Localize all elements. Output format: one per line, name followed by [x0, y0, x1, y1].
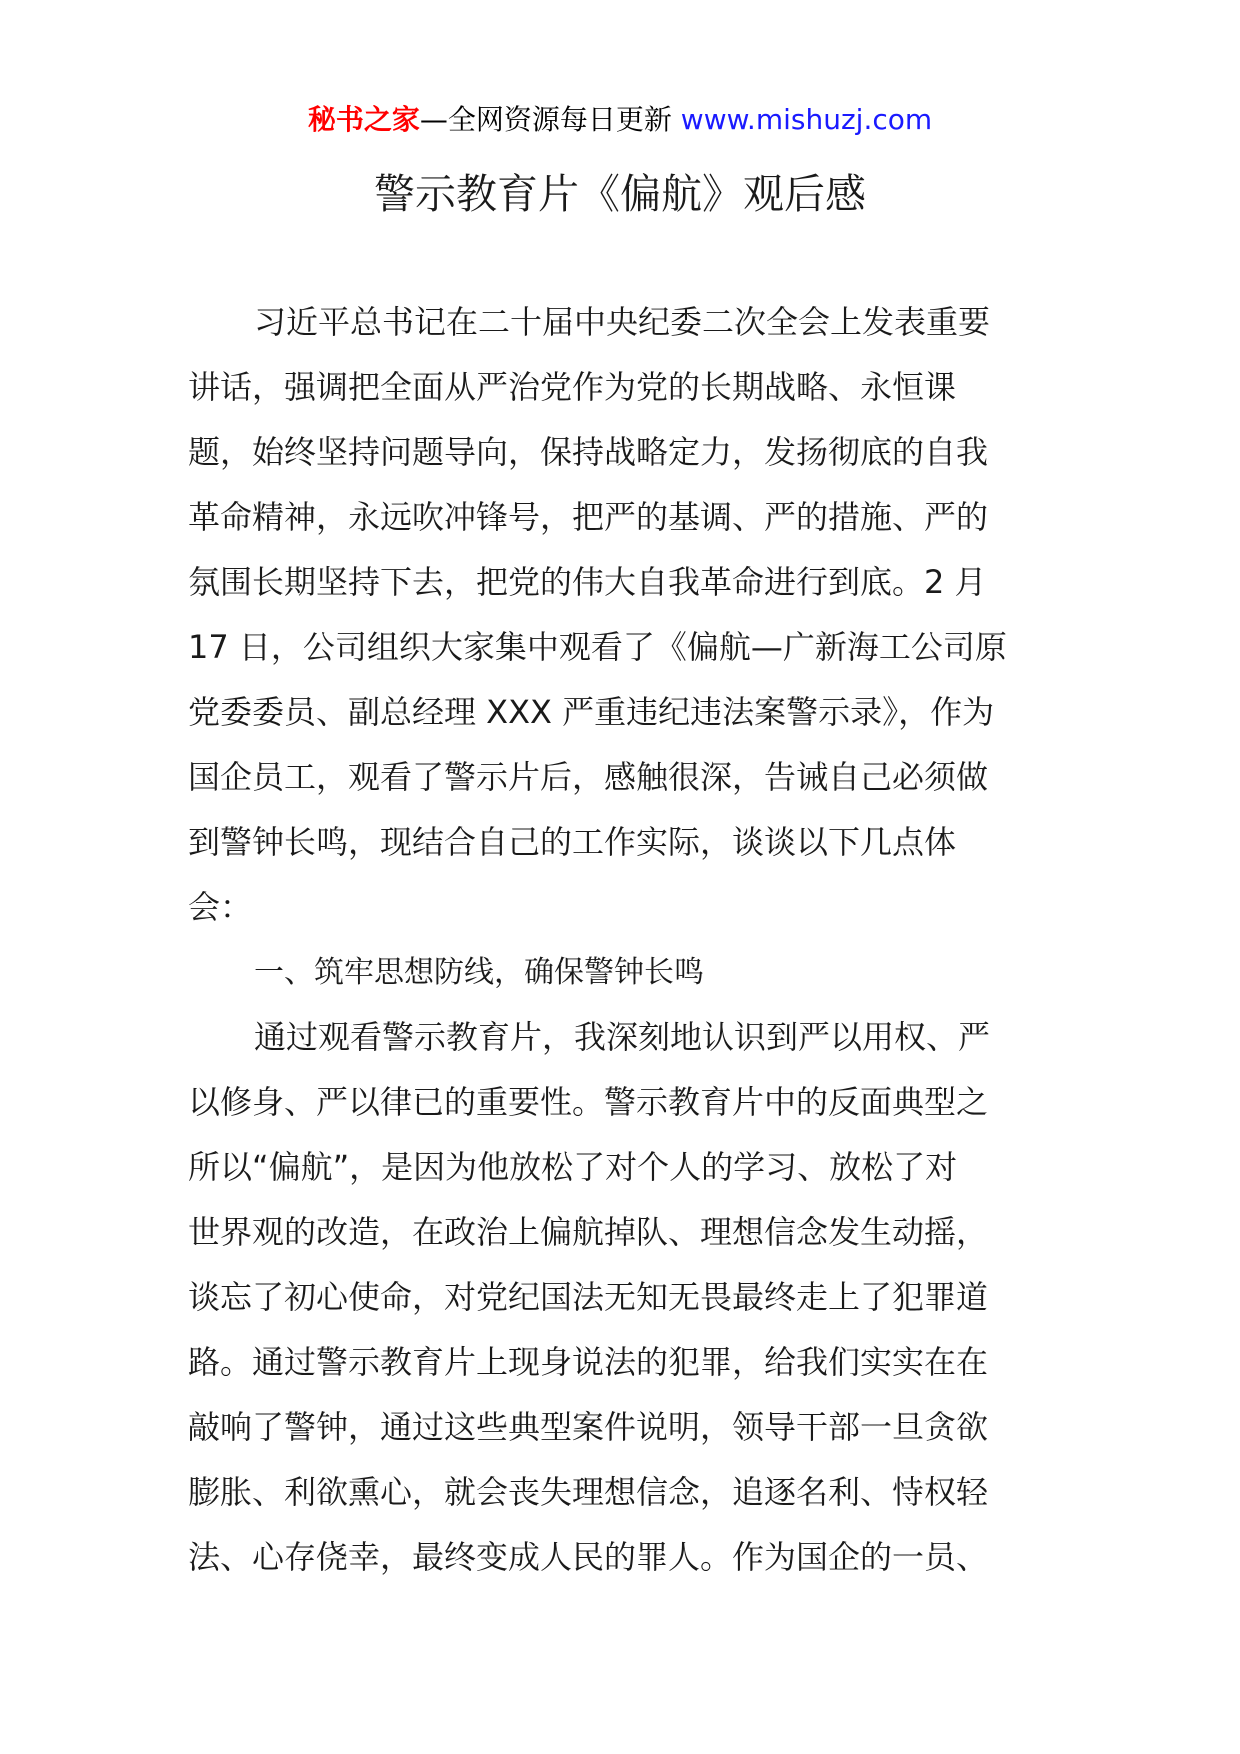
text-line: 17 日，公司组织大家集中观看了《偏航—广新海工公司原 [188, 628, 1007, 666]
text-line: 会： [188, 888, 253, 926]
site-name: 秘书之家 [307, 103, 420, 136]
text-line: 革命精神，永远吹冲锋号，把严的基调、严的措施、严的 [188, 498, 989, 536]
site-header [0, 100, 1240, 140]
section-heading: 一、筑牢思想防线，确保警钟长鸣 [254, 955, 704, 990]
site-url-link[interactable]: www.mishuzj.com [680, 103, 933, 136]
text-line: 谈忘了初心使命，对党纪国法无知无畏最终走上了犯罪道 [188, 1278, 989, 1316]
text-line: 讲话，强调把全面从严治党作为党的长期战略、永恒课 [188, 368, 957, 406]
text-line: 通过观看警示教育片，我深刻地认识到严以用权、严 [254, 1018, 991, 1056]
text-line: 世界观的改造，在政治上偏航掉队、理想信念发生动摇， [188, 1213, 989, 1251]
text-line: 题，始终坚持问题导向，保持战略定力，发扬彻底的自我 [188, 433, 989, 471]
text-line: 路。通过警示教育片上现身说法的犯罪，给我们实实在在 [188, 1343, 989, 1381]
text-line: 党委委员、副总经理 XXX 严重违纪违法案警示录》，作为 [188, 693, 995, 731]
text-line: 氛围长期坚持下去，把党的伟大自我革命进行到底。2 月 [188, 563, 987, 601]
text-line: 以修身、严以律已的重要性。警示教育片中的反面典型之 [188, 1083, 989, 1121]
document-body [188, 290, 1058, 1590]
text-line: 法、心存侥幸，最终变成人民的罪人。作为国企的一员、 [188, 1538, 989, 1576]
text-line: 习近平总书记在二十届中央纪委二次全会上发表重要 [254, 303, 991, 341]
paragraph-section1 [188, 1005, 1058, 1590]
text-line: 所以“偏航”，是因为他放松了对个人的学习、放松了对 [188, 1148, 958, 1186]
paragraph-intro [188, 290, 1058, 940]
text-line: 国企员工，观看了警示片后，感触很深，告诫自己必须做 [188, 758, 989, 796]
document-title: 警示教育片《偏航》观后感 [374, 170, 866, 218]
text-line: 敲响了警钟，通过这些典型案件说明，领导干部一旦贪欲 [188, 1408, 989, 1446]
text-line: 膨胀、利欲熏心，就会丧失理想信念，追逐名利、恃权轻 [188, 1473, 989, 1511]
site-tagline: —全网资源每日更新 [419, 103, 672, 136]
text-line: 到警钟长鸣，现结合自己的工作实际，谈谈以下几点体 [188, 823, 957, 861]
